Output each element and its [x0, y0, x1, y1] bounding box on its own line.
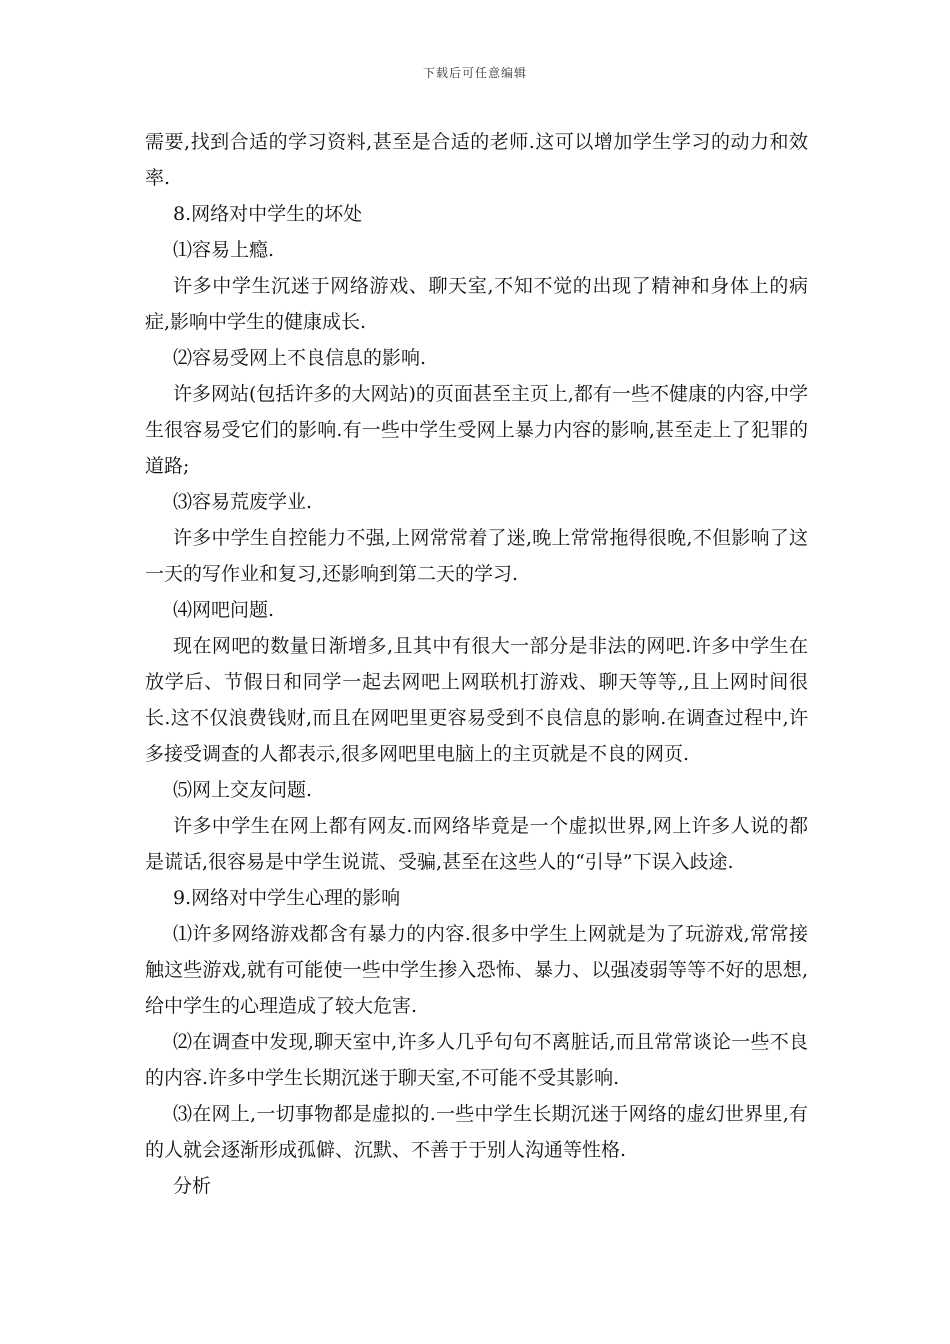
paragraph: 需要,找到合适的学习资料,甚至是合适的老师.这可以增加学生学习的动力和效率.: [145, 131, 808, 189]
paragraph: 许多网站(包括许多的大网站)的页面甚至主页上,都有一些不健康的内容,中学生很容易受它们的影响.有一些中学生受网上暴力内容的影响,甚至走上了犯罪的道路;: [145, 383, 808, 477]
subheading: ⑸网上交友问题.: [173, 779, 313, 801]
paragraph: 许多中学生沉迷于网络游戏、聊天室,不知不觉的出现了精神和身体上的病症,影响中学生的健康成长.: [145, 275, 808, 333]
subheading: ⑴容易上瘾.: [173, 239, 275, 261]
section-heading: 分析: [173, 1175, 212, 1197]
section-heading: 8.网络对中学生的坏处: [173, 203, 363, 225]
list-item: ⑵在调查中发现,聊天室中,许多人几乎句句不离脏话,而且常常谈论一些不良的内容.许多中学生长期沉迷于聊天室,不可能不受其影响.: [145, 1031, 808, 1089]
subheading: ⑵容易受网上不良信息的影响.: [173, 347, 427, 369]
subheading: ⑷网吧问题.: [173, 599, 275, 621]
page-header-note: 下载后可任意编辑: [422, 66, 527, 80]
paragraph: 现在网吧的数量日渐增多,且其中有很大一部分是非法的网吧.许多中学生在放学后、节假日和同学一起去网吧上网联机打游戏、聊天等等,,且上网时间很长.这不仅浪费钱财,而且在网吧里更容易受到不良信息的影响.在调查过程中,许多接受调查的人都表示,很多网吧里电脑上的主页就是不良的网页.: [145, 635, 808, 765]
document-body: [145, 124, 808, 1204]
list-item: ⑴许多网络游戏都含有暴力的内容.很多中学生上网就是为了玩游戏,常常接触这些游戏,就有可能使一些中学生掺入恐怖、暴力、以强凌弱等等不好的思想,给中学生的心理造成了较大危害.: [145, 923, 808, 1017]
paragraph: 许多中学生在网上都有网友.而网络毕竟是一个虚拟世界,网上许多人说的都是谎话,很容易是中学生说谎、受骗,甚至在这些人的“引导”下误入歧途.: [145, 815, 808, 873]
paragraph: 许多中学生自控能力不强,上网常常着了迷,晚上常常拖得很晚,不但影响了这一天的写作业和复习,还影响到第二天的学习.: [145, 527, 808, 585]
section-heading: 9.网络对中学生心理的影响: [173, 887, 401, 909]
subheading: ⑶容易荒废学业.: [173, 491, 313, 513]
list-item: ⑶在网上,一切事物都是虚拟的.一些中学生长期沉迷于网络的虚幻世界里,有的人就会逐渐形成孤僻、沉默、不善于于别人沟通等性格.: [145, 1103, 808, 1161]
